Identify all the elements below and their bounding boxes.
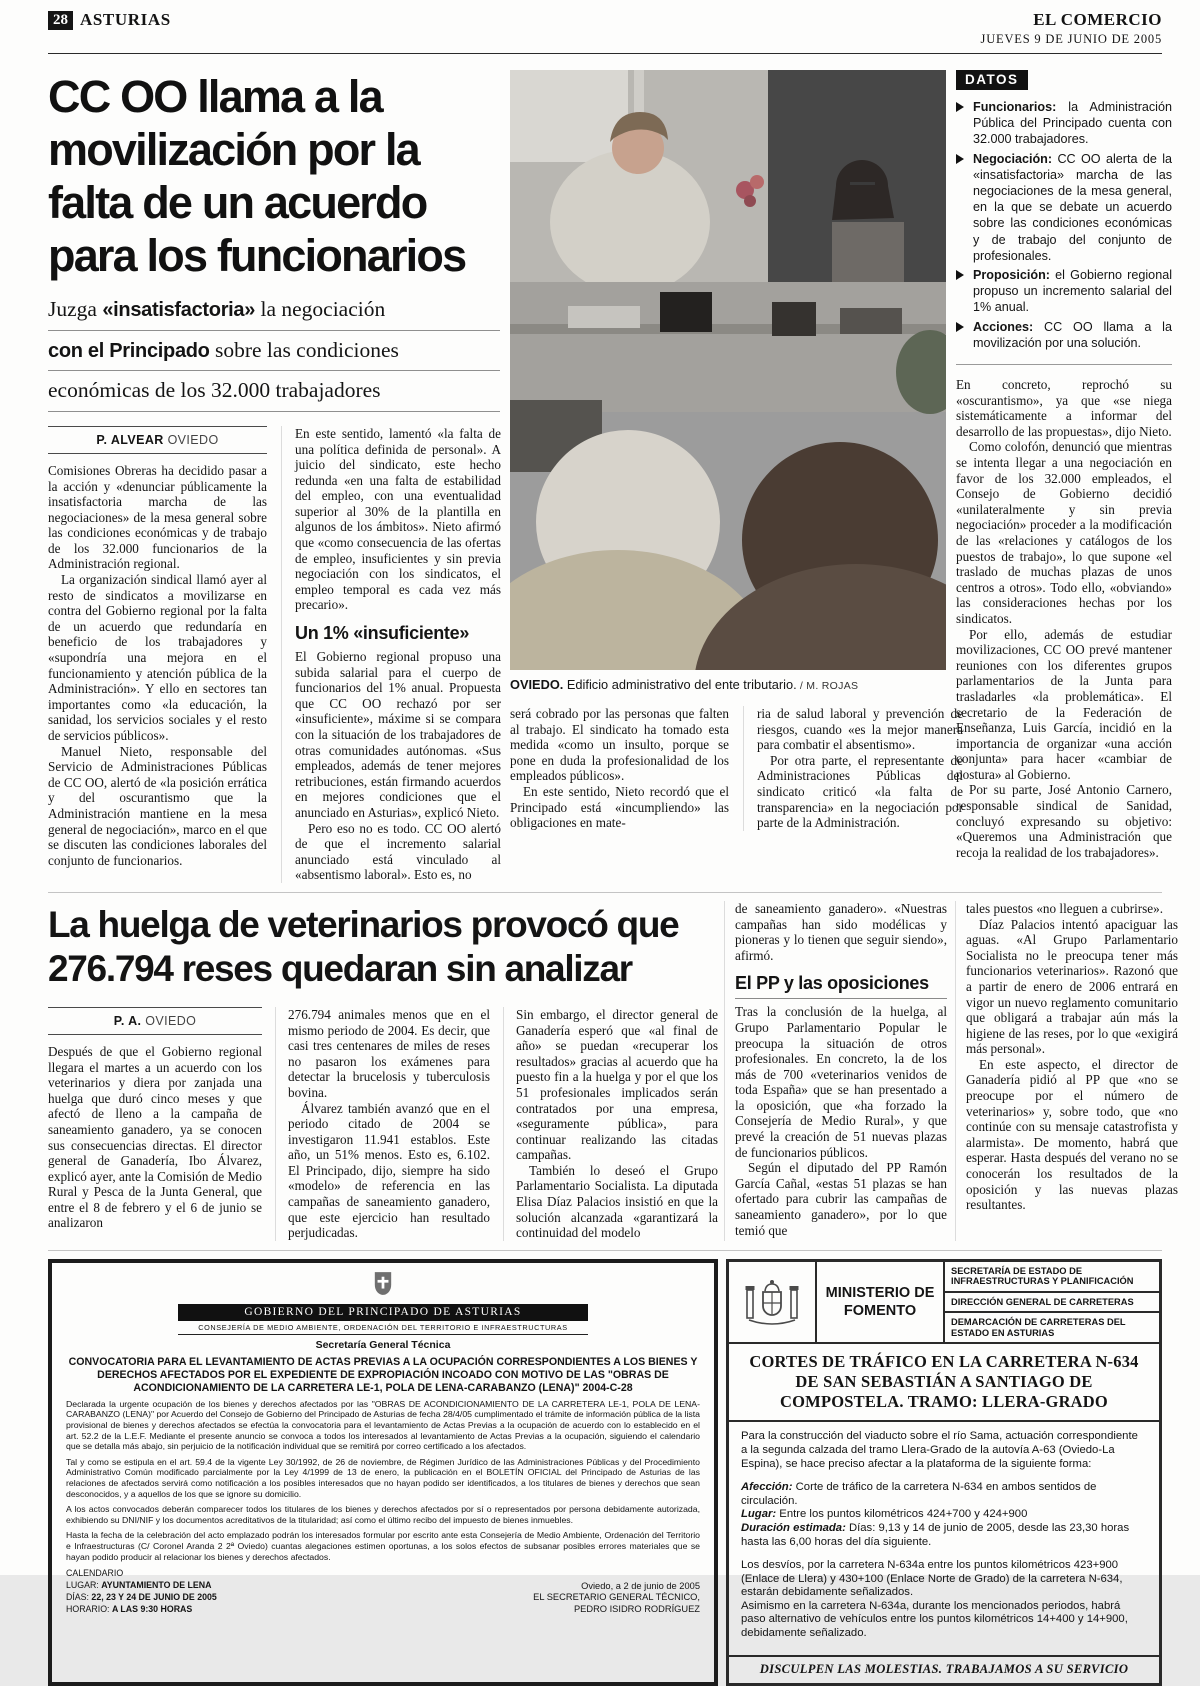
field-value: Corte de tráfico de la carretera N-634 en ambos sentidos de circulación. <box>741 1481 1097 1507</box>
notice-principado-header <box>66 1271 700 1351</box>
notice-fomento-header <box>729 1262 1159 1345</box>
datos-item <box>956 151 1172 264</box>
caption-text: Edificio administrativo del ente tributario. <box>563 677 797 692</box>
paragraph: Díaz Palacios intentó apaciguar las aguas. «Al Grupo Parlamentario Socialista no le preocupa tener más funcionarios veterinarios». Razonó que a partir de enero de 2006 entrará en vigor un nuevo reglamento comunitario que obligará a trabajar aún más la higiene de las reses, por lo que «exigirá más personal». <box>966 916 1178 1057</box>
office-photo-illustration <box>510 70 946 670</box>
photo-caption <box>510 677 946 692</box>
government-office: Secretaría General Técnica <box>315 1338 451 1351</box>
article1-byline <box>48 426 267 454</box>
affected-line <box>741 1481 1147 1508</box>
notice-principado <box>48 1259 718 1686</box>
field-label: Lugar: <box>741 1508 777 1521</box>
datos-item-label: Acciones: <box>973 319 1034 334</box>
datos-title: DATOS <box>956 70 1028 90</box>
article1-headline: CC OO llama a la movilización por la falta de un acuerdo para los funcionarios <box>48 71 466 281</box>
paragraph: Pero eso no es todo. CC OO alertó de que el incremento salarial anunciado está vinculado al «absentismo laboral». Esto es, no <box>295 820 501 883</box>
calendar-label: DÍAS: <box>66 1592 92 1603</box>
field-label: Duración estimada: <box>741 1521 846 1534</box>
signature-name: PEDRO ISIDRO RODRÍGUEZ <box>573 1603 700 1614</box>
body-text <box>757 706 963 831</box>
datos-item-text: la Administración Pública del Principado cuenta con 32.000 trabajadores. <box>973 100 1172 147</box>
article1-columns-below-photo <box>510 706 963 831</box>
datos-item-text: CC OO llama a la movilización por una solución. <box>973 319 1172 350</box>
body-text <box>510 706 729 831</box>
article2-column-4 <box>724 901 947 1241</box>
article1-column-3 <box>510 706 729 831</box>
paragraph: de saneamiento ganadero». «Nuestras campañas han sido modélicas y pioneras y lo tienen que seguir siendo», afirmó. <box>735 900 947 963</box>
body-text <box>516 1007 718 1241</box>
field-label: Afección: <box>741 1481 793 1494</box>
article-veterinarios <box>48 900 1178 1241</box>
datos-item-label: Funcionarios: <box>973 100 1057 114</box>
byline-place: OVIEDO <box>145 1013 197 1028</box>
paragraph: Comisiones Obreras ha decidido pasar a la acción y «denunciar públicamente la insatisfactoria marcha de las negociaciones» de la mesa general sobre las condiciones económicas y de trabajo de los 32.000 funcionarios de la Administración regional. <box>48 462 267 572</box>
subhead-line <box>48 298 500 331</box>
article1-column-5 <box>956 377 1172 860</box>
article1-columns <box>48 426 500 883</box>
paragraph: Manuel Nieto, responsable del Servicio de Administraciones Públicas de CC OO, alertó de «la posición errática y del oscurantismo que la Administración mantiene en la mesa general de negociación», marco en el que se discuten las condiciones laborales del conjunto de funcionarios. <box>48 743 267 868</box>
body-text <box>48 1044 262 1231</box>
paragraph: Según el diputado del PP Ramón García Cañal, «estas 51 plazas se han ofertado para cubrir las campañas de saneamiento ganadero», por lo que temió que <box>735 1160 947 1238</box>
signature-date: Oviedo, a 2 de junio de 2005 <box>581 1580 700 1591</box>
datos-item-text: CC OO alerta de la «insatisfactoria» marcha de las negociaciones de la mesa general, en la que se debate un acuerdo sobre las condiciones económicas y de trabajo del conjunto de profesionales. <box>973 151 1172 263</box>
paragraph: Por ello, además de estudiar movilizaciones, CC OO prevé mantener reuniones con los diferentes grupos parlamentarios de la Junta para trasladarles «la problemática». El secretario de la Federación de Enseñanza, Luis García, incidió en la importancia de organizar «una acción conjunta» para hacer «cambiar de postura» al Gobierno. <box>956 626 1172 782</box>
calendar-days <box>66 1591 217 1603</box>
signature-block <box>533 1581 700 1616</box>
paragraph: Por otra parte, el representante de Administraciones Públicas del sindicato criticó «la falta de transparencia» en la negociación por parte de la Administración. <box>757 752 963 831</box>
notice-fomento-title: CORTES DE TRÁFICO EN LA CARRETERA N-634 DE SAN SEBASTIÁN A SANTIAGO DE COMPOSTELA. TRAMO: LLERA-GRADO <box>729 1344 1159 1422</box>
paragraph: Sin embargo, el director general de Ganadería esperó que «al final de año» se puedan «recuperar los resultados» gracias al acuerdo que ha puesto fin a la huelga y por el que los 51 profesionales implicados serán contratados por una empresa, «seguramente pública», para continuar realizando las citadas campañas. <box>516 1006 718 1163</box>
notice-fomento-body <box>729 1422 1159 1654</box>
article2-headline: La huelga de veterinarios provocó que 276.794 reses quedaran sin analizar <box>48 903 679 989</box>
calendar-label: HORARIO: <box>66 1604 112 1615</box>
paragraph: Por su parte, José Antonio Carnero, responsable sindical de Sanidad, concluyó expresando su objetivo: «Queremos una Administración que recoja la realidad de los trabajadores». <box>956 782 1172 860</box>
asturias-crest-icon <box>373 1271 393 1297</box>
calendar-value: AYUNTAMIENTO DE LENA <box>101 1580 212 1591</box>
body-text <box>288 1007 490 1241</box>
calendar-hours <box>66 1603 217 1615</box>
paragraph: será cobrado por las personas que falten al trabajo. El sindicato ha tomado esta medida «como un insulto, porque se pone en duda la profesionalidad de los empleados públicos». <box>510 706 729 784</box>
article1-left-block <box>48 70 500 883</box>
news-photo <box>510 70 946 670</box>
duration-line <box>741 1522 1147 1549</box>
article1-subheadline <box>48 298 500 412</box>
spain-coat-of-arms-icon <box>743 1276 801 1328</box>
paragraph: El Gobierno regional propuso una subida salarial para el cuerpo de funcionarios del 1% anual. Propuesta que CC OO rechazó por ser «insuficiente», máxime si se compara con la situación de los trabajadores de otras comunidades autónomas. «Sus empleados, además de tener mejores retribuciones, están firmando acuerdos en mejores condiciones que el anunciado en Asturias», explicó Nieto. <box>295 649 501 820</box>
article2-column-5 <box>955 901 1178 1241</box>
paragraph: En este sentido, lamentó «la falta de una política definida de personal». A juicio del sindicato, este hecho redunda «en una falta de estabilidad del empleo, con una eventualidad superior al 30% de la plantilla en algunos de los ámbitos». Nieto afirmó que «como consecuencia de las ofertas de empleo, insuficientes y sin previa negociación con los sindicatos, el empleo temporal es cada vez más precario». <box>295 425 501 613</box>
government-name: GOBIERNO DEL PRINCIPADO DE ASTURIAS <box>178 1304 588 1321</box>
notice-principado-body <box>66 1399 700 1562</box>
caption-place: OVIEDO. <box>510 677 564 692</box>
paragraph: En este sentido, Nieto recordó que el Principado está «incumpliendo» las obligaciones en mate- <box>510 783 729 831</box>
calendar-label: LUGAR: <box>66 1580 102 1591</box>
edition-date: JUEVES 9 DE JUNIO DE 2005 <box>980 32 1162 46</box>
byline-place: OVIEDO <box>167 432 219 447</box>
newspaper-name: EL COMERCIO <box>1033 10 1162 29</box>
ministry-org: SECRETARÍA DE ESTADO DE INFRAESTRUCTURAS Y PLANIFICACIÓN <box>945 1262 1159 1293</box>
paragraph: En este aspecto, el director de Ganadería pidió al PP que «no se preocupe por el número de veterinarios» y, sobre todo, que «no continúe con su mensaje catastrofista y alarmista». De momento, habrá que esperar. Hasta después del verano no se conocerán los resultados de la oposición y las nuevas plazas resultantes. <box>966 1056 1178 1213</box>
notice-paragraph: Hasta la fecha de la celebración del acto emplazado podrán los interesados formular por escrito ante esta Consejería de Medio Ambiente, Ordenación del Territorio e Infraestructuras (C/ Coronel Aranda 2 2ª Oviedo) cuantas alegaciones estimen oportunas, a los solos efectos de subsanar posibles errores materiales que se hayan podido producir al relacionar los bienes y derechos afectados. <box>66 1530 700 1562</box>
datos-item-text: el Gobierno regional propuso un incremento salarial del 1% anual. <box>973 268 1172 315</box>
paragraph: Tras la conclusión de la huelga, al Grupo Parlamentario Popular le preocupa la situación de otros profesionales. En concreto, la de los más de 700 «veterinarios venidos de toda España» que se han presentado a la oposición, que «ha forzado la Consejería de Medio Rural», y que prevé la creación de 51 nuevas plazas de funcionarios públicos. <box>735 1004 947 1160</box>
article1-crosshead: Un 1% «insuficiente» <box>295 623 470 644</box>
section-divider <box>48 892 1162 893</box>
bullet-arrow-icon <box>956 322 964 332</box>
paragraph: La organización sindical llamó ayer al resto de sindicatos a movilizarse en contra del Gobierno regional por la falta de un acuerdo que redundaría en beneficio de los trabajadores y «supondría una mejora en el funcionamiento y atención pública de la Administración». Y ello en sectores tan importantes como «la educación, la sanidad, los servicios sociales y el resto de servicios públicos». <box>48 572 267 744</box>
signature-title: EL SECRETARIO GENERAL TÉCNICO, <box>533 1592 700 1603</box>
article1-column-4 <box>743 706 963 831</box>
subhead-text: la negociación <box>255 297 386 321</box>
datos-item-label: Proposición: <box>973 268 1050 283</box>
notice-principado-footer <box>66 1567 700 1615</box>
field-value: Días: 9,13 y 14 de junio de 2005, desde las 23,30 horas hasta las 6,00 horas del día siguiente. <box>741 1521 1130 1548</box>
calendar-block <box>66 1567 217 1615</box>
notice-principado-title: CONVOCATORIA PARA EL LEVANTAMIENTO DE ACTAS PREVIAS A LA OCUPACIÓN CORRESPONDIENTES A LOS BIENES Y DERECHOS AFECTADOS POR EL EXPEDIENTE DE EXPROPIACIÓN INCOADO CON MOTIVO DE LAS "OBRAS DE ACONDICIONAMIENTO DE LA CARRETERA LE-1, POLA DE LENA-CARABANZO (LENA)" 2004-C-28 <box>68 1355 698 1394</box>
paragraph: 276.794 animales menos que en el mismo periodo de 2004. Es decir, que casi tres centenares de miles de reses no pasaron los exámenes para detectar la brucelosis y tuberculosis bovina. <box>288 1006 490 1100</box>
datos-item <box>956 319 1172 351</box>
article2-main-block <box>48 901 716 1241</box>
article-ccoo <box>48 70 1172 883</box>
datos-box <box>956 70 1172 365</box>
page-number: 28 <box>48 11 73 30</box>
notice-paragraph: Para la construcción del viaducto sobre el río Sama, actuación correspondiente a la segunda calzada del tramo Llera-Grado de la autovía A-63 (Oviedo-La Espina), se hace preciso afectar a la plataforma de la siguiente forma: <box>741 1430 1138 1470</box>
notice-paragraph: A los actos convocados deberán comparecer todos los titulares de los bienes y derechos afectados por sí o representados por persona debidamente autorizada, exhibiendo su DNI/NIF y los documentos acreditativos de la titularidad; así como el último recibo del impuesto de bienes inmuebles. <box>66 1504 700 1525</box>
body-text <box>735 1004 947 1238</box>
article1-middle-block <box>510 70 963 883</box>
government-department: CONSEJERÍA DE MEDIO AMBIENTE, ORDENACIÓN DEL TERRITORIO E INFRAESTRUCTURAS <box>178 1321 588 1335</box>
byline-author: P. A. <box>113 1013 142 1028</box>
location-line <box>741 1508 1147 1522</box>
paragraph: También lo deseó el Grupo Parlamentario Socialista. La diputada Elisa Díaz Palacios insistió en que la solución alcanzada «garantizará la continuidad del modelo <box>516 1162 718 1241</box>
article2-crosshead: El PP y las oposiciones <box>735 973 947 999</box>
paragraph: Álvarez también avanzó que en el periodo citado de 2004 se investigaron 11.941 establos. Este año, un 51% menos. Esto es, 6.102. El Principado, dijo, siempre ha sido «modelo» de referencia en las campañas de saneamiento ganadero, que este ejercicio han resultado perjudicadas. <box>288 1100 490 1241</box>
masthead-left <box>48 10 171 30</box>
paragraph: tales puestos «no lleguen a cubrirse». <box>966 900 1164 916</box>
datos-item <box>956 267 1172 316</box>
calendar-place <box>66 1579 217 1591</box>
body-text <box>966 901 1178 1213</box>
byline-author: P. ALVEAR <box>96 432 164 447</box>
spain-crest-cell <box>729 1262 817 1343</box>
subhead-line <box>48 379 500 412</box>
subhead-text: sobre las condiciones <box>209 337 399 362</box>
article1-column-1 <box>48 426 267 883</box>
notice-fomento-footer: DISCULPEN LAS MOLESTIAS. TRABAJAMOS A SU SERVICIO <box>729 1655 1159 1683</box>
bullet-arrow-icon <box>956 154 964 164</box>
bullet-arrow-icon <box>956 270 964 280</box>
subhead-bold: «insatisfactoria» <box>102 299 256 321</box>
calendar-value: 22, 23 Y 24 DE JUNIO DE 2005 <box>91 1592 217 1603</box>
calendar-value: A LAS 9:30 HORAS <box>111 1604 193 1615</box>
notice-paragraph: Los desvíos, por la carretera N-634a entre los puntos kilométricos 423+900 (Enlace de Llera) y 430+100 (Enlace Norte de Grado) de la carretera N-634, estarán debidamente señalizados. <box>741 1559 1123 1599</box>
paragraph: Como colofón, denunció que mientras se intenta llegar a una negociación en favor de los 32.000 empleados, el Consejo de Gobierno decidió «unilateralmente y sin previa negociación» proceder a la modificación de las «relaciones y catálogos de los puestos de trabajo», lo que supone «el traslado de muchas plazas de unos centros a otros». Todo ello, «obviando» las consideraciones hechas por los sindicatos. <box>956 439 1172 626</box>
body-text <box>48 463 267 868</box>
article2-columns <box>48 1007 716 1241</box>
subhead-bold: con el Principado <box>48 339 210 362</box>
notice-paragraph: Tal y como se estipula en el art. 59.4 de la vigente Ley 30/1992, de 26 de noviembre, de Régimen Jurídico de las Administraciones Públicas y del Procedimiento Administrativo Común modificado parcialmente por la Ley 4/1999 de 13 de enero, la publicación en el BOLETÍN OFICIAL del Principado de Asturias de las relaciones de afectados servirá como notificación a los posibles interesados que no hayan podido ser identificados, a los titulares de bienes y derechos que sean desconocidos, y a aquellos de los que se ignore su domicilio. <box>66 1456 700 1499</box>
subhead-text: Juzga <box>48 297 103 321</box>
ministry-name: MINISTERIO DE FOMENTO <box>817 1262 945 1343</box>
ministry-org: DEMARCACIÓN DE CARRETERAS DEL ESTADO EN ASTURIAS <box>951 1317 1126 1338</box>
datos-item <box>956 99 1172 148</box>
subhead-line <box>48 339 500 372</box>
field-value: Entre los puntos kilométricos 424+700 y 424+900 <box>776 1508 1028 1521</box>
body-text <box>295 649 501 883</box>
ministry-orgs <box>945 1262 1159 1343</box>
article1-column-2 <box>281 426 501 883</box>
official-notices <box>48 1259 1162 1686</box>
section-divider <box>48 1250 1162 1251</box>
paragraph: En concreto, reprochó su «oscurantismo», ya que «se niega sistemáticamente a informar del desarrollo de las propuestas», dijo Nieto. <box>956 377 1172 439</box>
article2-column-1 <box>48 1007 262 1241</box>
caption-credit: / M. ROJAS <box>796 680 859 692</box>
article2-column-2 <box>275 1007 490 1241</box>
section-title: ASTURIAS <box>80 10 171 29</box>
body-text <box>295 426 501 613</box>
calendar-title: CALENDARIO <box>66 1568 124 1579</box>
masthead <box>48 10 1162 54</box>
masthead-right <box>981 10 1162 47</box>
paragraph: ria de salud laboral y prevención de riesgos, cuando «es la mejor manera para combatir el absentismo». <box>757 706 963 753</box>
article2-byline <box>48 1007 262 1035</box>
ministry-org: DIRECCIÓN GENERAL DE CARRETERAS <box>945 1293 1159 1314</box>
notice-fomento <box>726 1259 1162 1686</box>
subhead-text: económicas de los 32.000 trabajadores <box>48 378 381 403</box>
bullet-arrow-icon <box>956 102 964 112</box>
notice-paragraph: Asimismo en la carretera N-634a, durante los mencionados periodos, habrá paso alternativo de vehículos entre los puntos kilométricos 14+400 y 14+900, debidamente señalizado. <box>741 1599 1128 1640</box>
paragraph: Después de que el Gobierno regional llegara el martes a un acuerdo con los veterinarios y diera por zanjada una huelga que duró cinco meses y que afectó de lleno a la campaña de saneamiento ganadero, ya se conocen sus consecuencias directas. El director general de Ganadería, Ibo Álvarez, explicó ayer, ante la Comisión de Medio Rural y Pesca de la Junta General, que entre el 8 de febrero y el 6 de junio se analizaron <box>48 1043 262 1231</box>
notice-paragraph: Declarada la urgente ocupación de los bienes y derechos afectados por las "OBRAS DE ACONDICIONAMIENTO DE LA CARRETERA LE-1, POLA DE LENA-CARABANZO (LENA)" por Acuerdo del Consejo de Gobierno del Principado de Asturias de fecha 28/4/05 cumplimentado el trámite de información pública de la lista provisional de bienes y derechos afectados se efectúa la convocatoria para el levantamiento de Actas Previas a la ocupación de acuerdo con lo establecido en el art. 52.2 de la L.E.F. Mediante el presente anuncio se convoca a todos los interesados al levantamiento de Actas Previas a la ocupación, siguiendo el calendario que se detalla más abajo, sin perjuicio de la notificación individual que se remitirá por correo certificado a los afectados. <box>66 1398 700 1452</box>
article1-right-block <box>956 70 1172 883</box>
datos-item-label: Negociación: <box>973 151 1053 166</box>
article2-column-3 <box>503 1007 718 1241</box>
body-text <box>735 901 947 963</box>
